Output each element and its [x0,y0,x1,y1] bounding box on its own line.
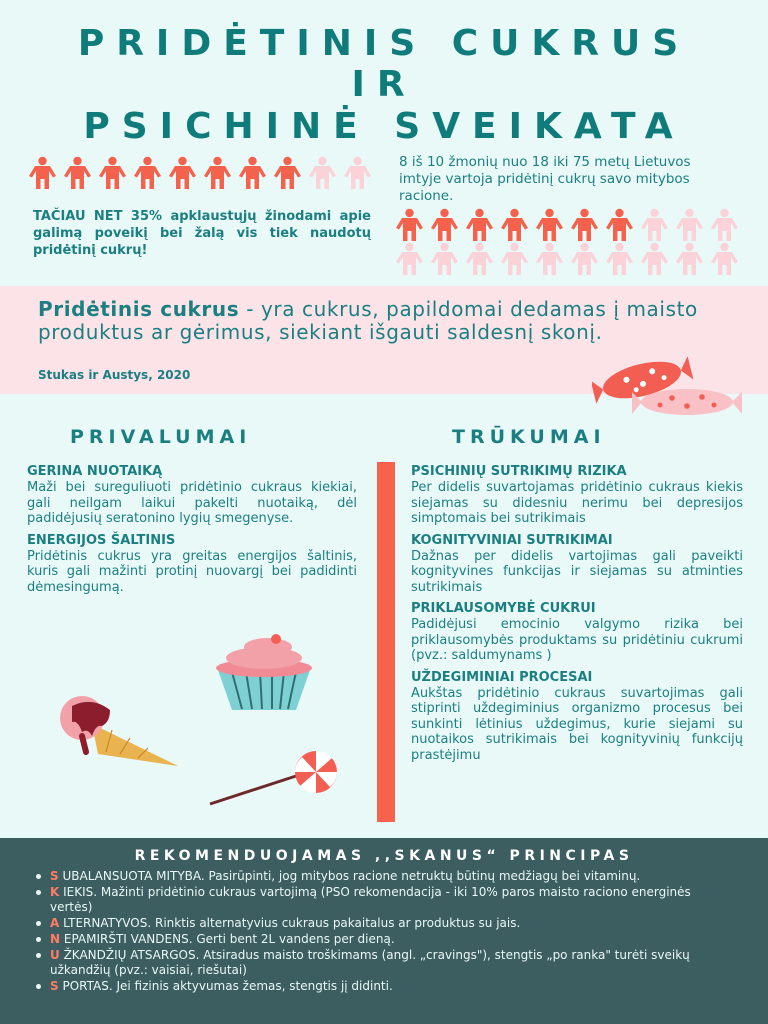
cons-item-text: Dažnas per didelis vartojimas gali paveikti kognityvines funkcijas ir siejamas su atminties sutrikimais [411,548,743,595]
person-icon [60,156,95,190]
person-icon [532,208,567,242]
person-icon [392,242,427,276]
footer-item-text: IEKIS. Mažinti pridėtinio cukraus vartojimą (PSO rekomendacija - iki 10% paros maisto raciono energinės vertės) [50,885,691,914]
cons-item-title: KOGNITYVINIAI SUTRIKIMAI [411,532,613,548]
footer-item [36,869,736,884]
footer-item-letter: A [50,915,60,930]
cons-heading: TRŪKUMAI [452,426,606,448]
footer-item-text: UBALANSUOTA MITYBA. Pasirūpinti, jog mitybos racione netruktų būtinų medžiagų bei vitaminų. [58,869,641,883]
footer-item [36,932,736,947]
lollipop-icon [204,750,344,810]
footer-item-text: LTERNATYVOS. Rinktis alternatyvius cukraus pakaitalus ar produktus su jais. [59,915,521,930]
cons-item-text: Per didelis suvartojamas pridėtinio cukraus kiekis siejamas su didesniu nerimu bei depresijos simptomais bei sutrikimais [411,480,743,526]
person-icon [25,156,60,190]
person-icon [200,156,235,190]
person-icon [235,156,270,190]
person-icon [602,242,637,276]
person-icon [532,242,567,276]
pros-list [27,464,357,601]
person-icon [707,242,742,276]
page-title-line1: PRIDĖTINIS CUKRUS [77,23,691,64]
footer-item [36,885,736,914]
people-row-right-a [392,208,742,242]
person-icon [637,242,672,276]
warning-text: TAČIAU NET 35% apklaustųjų žinodami apie galimą poveikį bei žalą vis tiek naudotų pridėtinį cukrų! [33,209,371,258]
cons-item-text: Padidėjusi emocinio valgymo rizika bei priklausomybės produktams su pridėtiniu cukrumi (pvz.: saldumynams ) [411,617,743,663]
person-icon [637,208,672,242]
definition-term: Pridėtinis cukrus [38,297,240,321]
definition [38,298,718,344]
column-divider [377,462,395,822]
person-icon [427,242,462,276]
footer-item [36,916,736,931]
person-icon [672,242,707,276]
pros-heading: PRIVALUMAI [70,426,252,448]
person-icon [602,208,637,242]
cons-item-title: PRIKLAUSOMYBĖ CUKRUI [411,601,596,616]
cons-item [411,601,743,664]
person-icon [567,208,602,242]
footer-item-text: ŽKANDŽIŲ ATSARGOS. Atsiradus maisto troškimams (angl. „cravings"), stengtis „po ranka" turėti sveikų užkandžių (pvz.: vaisiai, riešutai) [50,947,690,977]
person-icon [672,208,707,242]
people-row-right-b [392,242,742,276]
person-icon [567,242,602,276]
person-icon [305,156,340,190]
cons-item [411,670,743,764]
definition-dash: - [239,297,261,321]
person-icon [95,156,130,190]
pros-item-text: Pridėtinis cukrus yra greitas energijos šaltinis, kuris gali mažinti protinį nuovargį bei padidinti dėmesingumą. [27,548,357,595]
candy-icon [592,350,742,420]
pros-item [27,533,357,596]
cons-item-text: Aukštas pridėtinio cukraus suvartojimas gali stiprinti uždegiminius organizmo procesus bei sunkinti lėtinius uždegimus, kurie siejami su nuotaikos sutrikimais bei kognityvinių funkcijų prastėjimu [411,685,743,763]
pros-item-title: GERINA NUOTAIKĄ [27,464,163,479]
cons-list [411,464,743,769]
footer-item [36,979,736,994]
person-icon [340,156,375,190]
footer-item [36,948,736,977]
page-title-line2: IR [351,64,417,105]
footer-item-letter: S [50,978,59,993]
person-icon [462,208,497,242]
footer-heading: REKOMENDUOJAMAS ,,SKANUS“ PRINCIPAS [134,848,634,864]
cons-item-title: UŽDEGIMINIAI PROCESAI [411,669,593,685]
person-icon [392,208,427,242]
footer-item-text: EPAMIRŠTI VANDENS. Gerti bent 2L vandens per dieną. [60,931,395,946]
pros-item-title: ENERGIJOS ŠALTINIS [27,532,176,548]
ice-cream-icon [52,696,182,776]
footer-list [36,869,736,995]
page-title-line3: PSICHINĖ SVEIKATA [83,106,685,147]
cons-item [411,533,743,596]
definition-citation: Stukas ir Austys, 2020 [38,368,191,382]
footer-item-letter: U [50,947,60,962]
cupcake-icon [212,632,316,712]
person-icon [130,156,165,190]
footer-item-letter: K [50,885,60,900]
cons-item [411,464,743,527]
person-icon [707,208,742,242]
pros-item-text: Maži bei sureguliuoti pridėtinio cukraus kiekiai, gali neilgam laikui pakelti nuotaiką, dėl padidėjusių seratonino lygių smegenyse. [27,480,357,526]
footer-item-text: PORTAS. Jei fizinis aktyvumas žemas, stengtis jį didinti. [58,978,393,993]
definition-text: yra cukrus, papildomai dedamas į maisto produktus ar gėrimus, siekiant išgauti saldesnį skonį. [38,297,698,344]
people-stat-text: 8 iš 10 žmonių nuo 18 iki 75 metų Lietuvos imtyje vartoja pridėtinį cukrų savo mitybos racione. [399,154,691,204]
footer-item-letter: S [50,869,59,883]
person-icon [497,208,532,242]
person-icon [165,156,200,190]
person-icon [427,208,462,242]
person-icon [497,242,532,276]
people-row-top [25,156,375,190]
person-icon [462,242,497,276]
person-icon [270,156,305,190]
pros-item [27,464,357,527]
cons-item-title: PSICHINIŲ SUTRIKIMŲ RIZIKA [411,464,627,479]
footer-item-letter: N [50,931,61,946]
